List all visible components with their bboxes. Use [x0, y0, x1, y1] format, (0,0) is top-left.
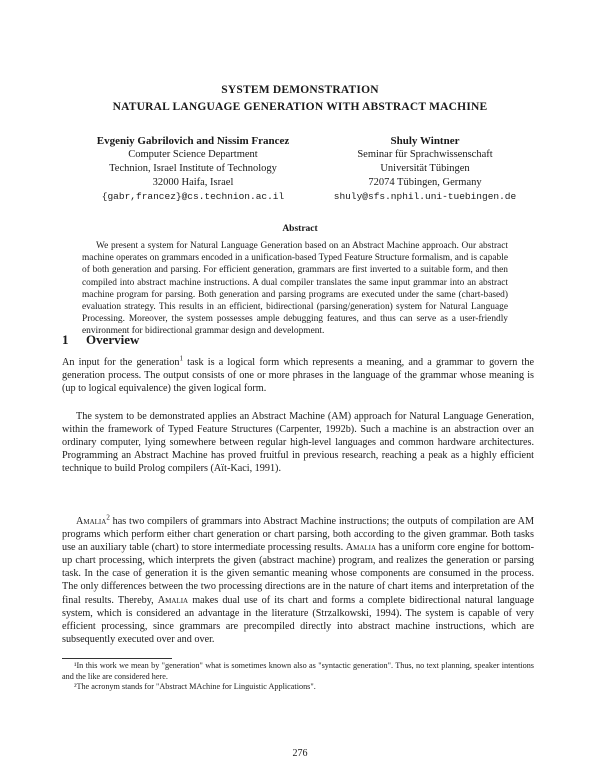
section-title: Overview: [86, 332, 140, 347]
paragraph-text: makes dual use of its chart and forms a complete bidirectional natural language system, which is considered an advantage in the literature (Strzalkowski, 1994). The system is capable of very efficient processing, since grammars are precompiled directly into abstract machine instructions, which are subsequently executed over and over.: [62, 594, 534, 645]
system-name: Amalia: [76, 516, 107, 527]
section-number: 1: [62, 332, 69, 347]
author-dept: Computer Science Department: [128, 149, 258, 160]
author-block-left: [68, 134, 318, 204]
footnotes: [62, 661, 534, 693]
author-names: Evgeniy Gabrilovich and Nissim Francez: [96, 135, 290, 147]
author-institution: Technion, Israel Institute of Technology: [109, 163, 277, 174]
author-city: 32000 Haifa, Israel: [152, 177, 234, 188]
author-names: Shuly Wintner: [390, 135, 460, 147]
section-heading: [62, 332, 139, 348]
footnote-divider: [62, 658, 172, 659]
paragraph-3: [62, 515, 534, 646]
author-email: {gabr,francez}@cs.technion.ac.il: [101, 191, 285, 202]
page-number: 276: [292, 748, 308, 759]
abstract-text: We present a system for Natural Language Generation based on an Abstract Machine approach. Our abstract machine operates on grammars encoded in a unification-based Typed Feature Structure formalism, and is capable of both generation and parsing. For efficient generation, grammars are first inverted to a suitable form, and then compiled into abstract machine instructions. A dual compiler translates the same input grammar into an abstract machine program for parsing. Both generation and parsing programs are executed under the same (chart-based) evaluation strategy. This results in an efficient, bidirectional (parsing/generation) system for Natural Language Processing. Moreover, the system possesses ample debugging features, and thus can serve as a user-friendly environment for bidirectional grammar design and development.: [82, 241, 508, 337]
paragraph-2: The system to be demonstrated applies an Abstract Machine (AM) approach for Natural Language Generation, within the framework of Typed Feature Structures (Carpenter, 1992b). Such a machine is an abstraction over an ordinary computer, lying somewhere between regular high-level languages and common hardware architectures. Programming an Abstract Machine has proved fruitful in previous research, reaching a peak as a highly efficient technique to build Prolog compilers (Aït-Kaci, 1991).: [62, 411, 534, 475]
paper-kind-heading: SYSTEM DEMONSTRATION: [221, 84, 379, 96]
author-dept: Seminar für Sprachwissenschaft: [357, 149, 493, 160]
paragraph-1: [62, 356, 534, 395]
paragraph-text: has a uniform core engine for bottom-up chart processing, which interprets the given (abstract machine) program, and realizes the generation or parsing task. In the case of generation it is the given semantic meaning whose components are consumed in the process. The only differences between the two processing directions are in the nature of chart items and interpretation of the final results. Thereby,: [62, 542, 535, 606]
footnote-ref-2: 2: [106, 513, 110, 522]
author-city: 72074 Tübingen, Germany: [368, 177, 482, 188]
system-name: Amalia: [157, 594, 189, 606]
system-name: Amalia: [345, 542, 377, 554]
paragraph-text: An input for the generation: [62, 357, 180, 368]
footnote-2: ²The acronym stands for "Abstract MAchine for Linguistic Applications".: [74, 682, 316, 691]
paper-title: NATURAL LANGUAGE GENERATION WITH ABSTRACT MACHINE: [112, 101, 488, 113]
paragraph-text: task is a logical form which represents a meaning, and a grammar to govern the generation process. The output consists of one or more phrases in the language of the grammar whose meaning is (up to logical equivalence) the given logical form.: [62, 357, 534, 395]
footnote-ref-1: 1: [179, 354, 183, 363]
author-block-right: [330, 134, 520, 204]
footnote-1: ¹In this work we mean by "generation" what is sometimes known also as "syntactic generation". Thus, no text planning, speaker intentions and the like are considered here.: [62, 661, 534, 681]
paragraph-text: has two compilers of grammars into Abstract Machine instructions; the outputs of compilation are AM programs which perform either chart generation or chart parsing, both according to the given grammar. Both tasks use an auxiliary table (chart) to store intermediate processing results.: [62, 516, 534, 554]
abstract-heading: Abstract: [282, 224, 318, 234]
author-institution: Universität Tübingen: [380, 163, 470, 174]
author-email: shuly@sfs.nphil.uni-tuebingen.de: [333, 191, 517, 202]
